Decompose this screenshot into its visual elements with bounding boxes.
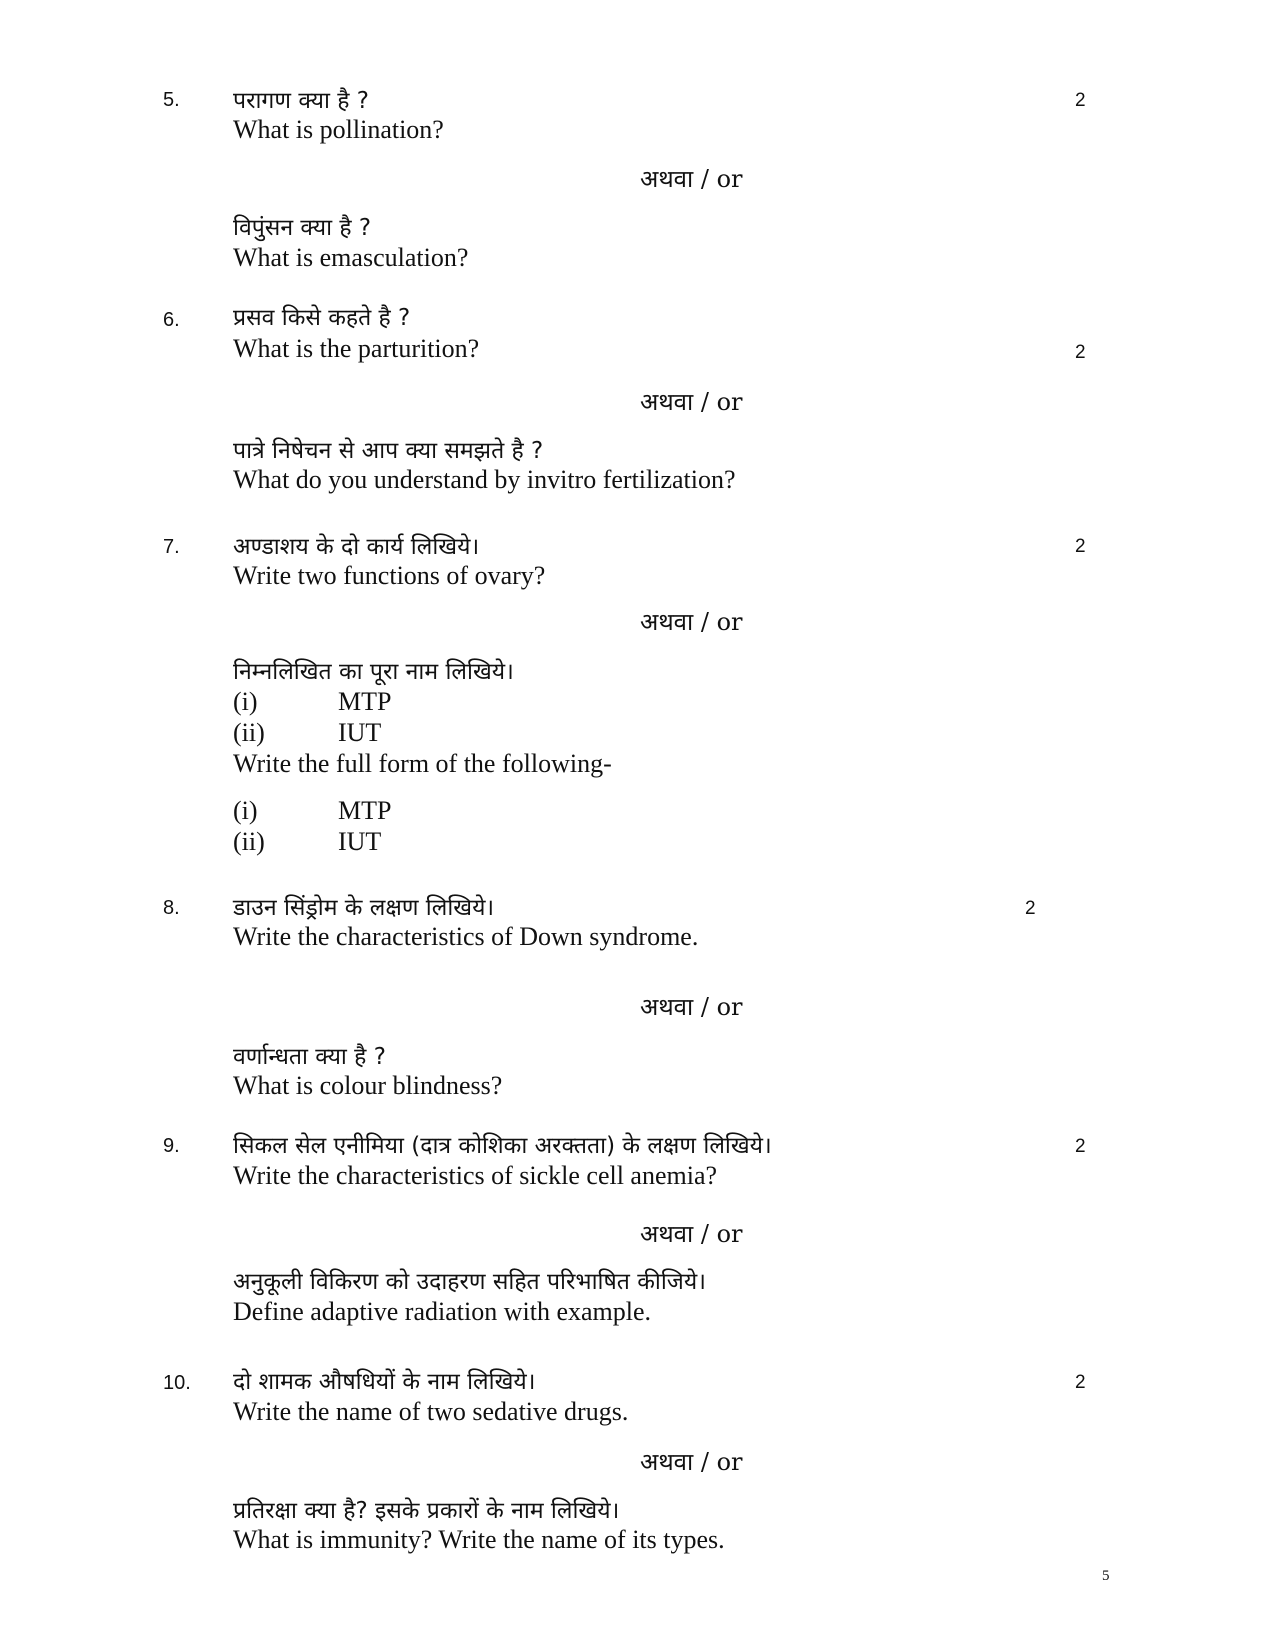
or-label: अथवा / or — [640, 608, 743, 636]
question-text-hindi: डाउन सिंड्रोम के लक्षण लिखिये। — [233, 895, 495, 921]
question-text-english: Write two functions of ovary? — [233, 561, 546, 590]
alt-question-hindi: विपुंसन क्या है ? — [233, 215, 372, 241]
list-item-text: IUT — [338, 718, 382, 747]
or-label: अथवा / or — [640, 1220, 743, 1248]
question-number: 5. — [163, 89, 180, 111]
list-item-label: (i) — [233, 796, 258, 825]
question-marks: 2 — [1075, 90, 1086, 111]
question-number: 8. — [163, 897, 180, 919]
page-number: 5 — [1102, 1568, 1110, 1584]
question-text-english: Write the characteristics of sickle cell anemia? — [233, 1161, 718, 1190]
question-number: 9. — [163, 1135, 180, 1157]
alt-question-english: What is immunity? Write the name of its types. — [233, 1525, 725, 1554]
question-number: 10. — [163, 1372, 191, 1394]
or-label: अथवा / or — [640, 388, 743, 416]
alt-question-hindi: अनुकूली विकिरण को उदाहरण सहित परिभाषित कीजिये। — [233, 1269, 706, 1295]
list-item-label: (ii) — [233, 718, 265, 747]
question-text-english: Write the characteristics of Down syndrome. — [233, 922, 699, 951]
alt-question-hindi: पात्रे निषेचन से आप क्या समझते है ? — [233, 438, 544, 464]
list-item-label: (ii) — [233, 827, 265, 856]
question-text-english: What is the parturition? — [233, 334, 480, 363]
question-marks: 2 — [1075, 342, 1086, 363]
question-number: 7. — [163, 536, 180, 558]
question-marks: 2 — [1025, 898, 1036, 919]
or-label: अथवा / or — [640, 1448, 743, 1476]
list-item-label: (i) — [233, 687, 258, 716]
alt-question-english: Define adaptive radiation with example. — [233, 1297, 652, 1326]
list-item-text: MTP — [338, 796, 392, 825]
question-text-hindi: सिकल सेल एनीमिया (दात्र कोशिका अरक्तता) के लक्षण लिखिये। — [233, 1133, 772, 1159]
question-marks: 2 — [1075, 1136, 1086, 1157]
alt-question-hindi: वर्णान्धता क्या है ? — [233, 1044, 386, 1070]
question-text-hindi: परागण क्या है ? — [233, 88, 369, 114]
question-text-hindi: प्रसव किसे कहते है ? — [233, 305, 411, 331]
question-text-hindi: अण्डाशय के दो कार्य लिखिये। — [233, 534, 480, 560]
alt-question-english: Write the full form of the following- — [233, 749, 612, 778]
alt-question-english: What do you understand by invitro fertilization? — [233, 465, 736, 494]
alt-question-english: What is colour blindness? — [233, 1071, 503, 1100]
question-text-english: Write the name of two sedative drugs. — [233, 1397, 629, 1426]
or-label: अथवा / or — [640, 165, 743, 193]
list-item-text: IUT — [338, 827, 382, 856]
alt-question-hindi: निम्नलिखित का पूरा नाम लिखिये। — [233, 659, 514, 685]
question-number: 6. — [163, 309, 180, 331]
question-marks: 2 — [1075, 1372, 1086, 1393]
question-marks: 2 — [1075, 536, 1086, 557]
alt-question-hindi: प्रतिरक्षा क्या है? इसके प्रकारों के नाम लिखिये। — [233, 1498, 620, 1524]
question-text-english: What is pollination? — [233, 115, 444, 144]
list-item-text: MTP — [338, 687, 392, 716]
or-label: अथवा / or — [640, 993, 743, 1021]
question-text-hindi: दो शामक औषधियों के नाम लिखिये। — [233, 1369, 536, 1395]
alt-question-english: What is emasculation? — [233, 243, 469, 272]
